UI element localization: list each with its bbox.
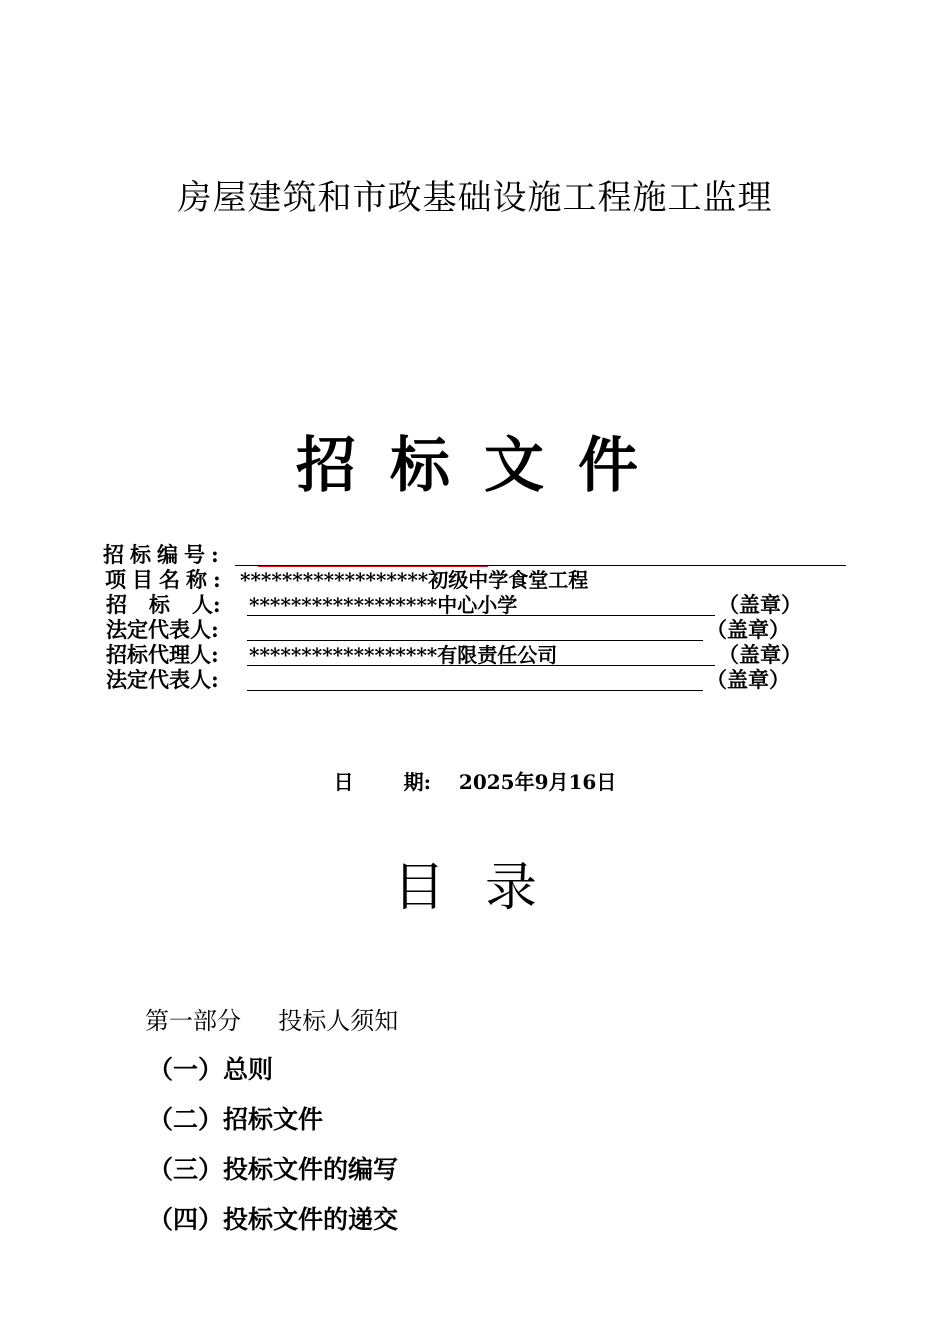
toc-item-bid-preparation[interactable]: （三）投标文件的编写 [148,1155,399,1184]
toc-heading: 目录 [392,858,577,918]
toc-item-tender-documents[interactable]: （二）招标文件 [148,1105,324,1134]
toc-part-label: 第一部分 [145,1007,241,1035]
document-subtitle: 房屋建筑和市政基础设施工程施工监理 [177,178,773,218]
date-label-right: 期: [403,770,431,794]
date-value: 2025年9月16日 [458,770,617,794]
tenderer-field: ******************中心小学 [247,593,715,616]
agent-legal-rep-field [247,668,703,691]
project-name-label: 项目名称: [105,567,227,592]
red-underline-mark [258,566,488,567]
tenderer-legal-rep-seal-note: （盖章） [706,617,790,642]
tenderer-label: 招 标 人: [106,592,221,617]
date-label-left: 日 [333,770,354,794]
agent-legal-rep-label: 法定代表人: [106,667,219,692]
toc-part-one[interactable] [145,1001,398,1036]
agent-label: 招标代理人: [106,642,219,667]
toc-item-bid-submission[interactable]: （四）投标文件的递交 [148,1205,399,1234]
agent-field: ******************有限责任公司 [247,643,715,666]
agent-seal-note: （盖章） [718,642,802,667]
toc-item-general[interactable]: （一）总则 [148,1055,274,1084]
document-title: 招标文件 [296,431,672,501]
project-name-field: ******************初级中学食堂工程 [240,568,589,592]
tenderer-legal-rep-field [247,618,703,641]
tenderer-legal-rep-label: 法定代表人: [106,617,219,642]
toc-part-title: 投标人须知 [278,1007,399,1035]
date-line [0,766,950,795]
agent-legal-rep-seal-note: （盖章） [706,667,790,692]
bid-number-field [235,543,846,566]
tenderer-seal-note: （盖章） [718,592,802,617]
bid-number-label: 招标编号: [103,542,225,567]
